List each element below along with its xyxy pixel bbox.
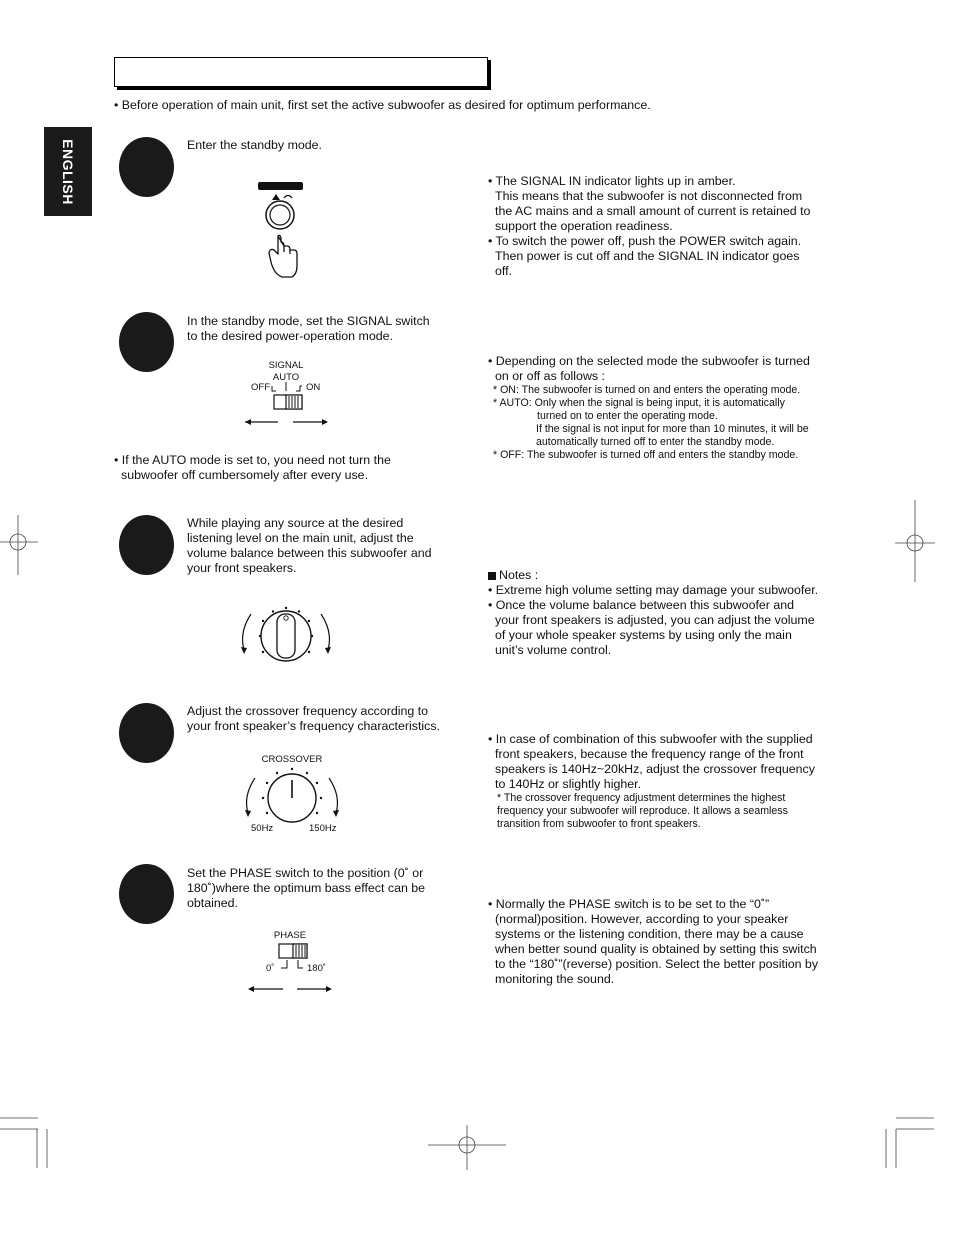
registration-mark-right <box>895 500 940 582</box>
step-2-mode-line: * AUTO: Only when the signal is being input, it is automatically <box>493 397 785 409</box>
step-3-note-line: of your whole speaker systems by using only the main <box>495 628 792 642</box>
step-2-note-line: • Depending on the selected mode the subwoofer is turned <box>488 354 810 368</box>
step-4-instruction <box>187 704 440 734</box>
step-2-auto-note <box>114 453 391 483</box>
step-1-note-line: This means that the subwoofer is not disconnected from <box>495 189 803 203</box>
step-3-note-line: unit’s volume control. <box>495 643 612 657</box>
crossover-title: CROSSOVER <box>261 754 323 765</box>
step-3-note-line: • Once the volume balance between this subwoofer and <box>488 598 795 612</box>
step-3-explanation <box>488 568 818 658</box>
step-1-note-line: • To switch the power off, push the POWER switch again. <box>488 234 802 248</box>
step-5-line: 180˚)where the optimum bass effect can be <box>187 881 426 895</box>
step-5-line: Set the PHASE switch to the position (0˚ or <box>187 866 424 880</box>
step-3-line: volume balance between this subwoofer and <box>187 546 432 560</box>
step-4-line: Adjust the crossover frequency according to <box>187 704 429 718</box>
intro-text: • Before operation of main unit, first set the active subwoofer as desired for optimum performance. <box>114 98 651 112</box>
step-2-mode-line: * OFF: The subwoofer is turned off and enters the standby mode. <box>493 449 799 461</box>
step-4-detail-line: frequency your subwoofer will reproduce. It allows a seamless <box>497 805 788 817</box>
step-5-note-line: monitoring the sound. <box>495 972 615 986</box>
step-3-note-line: your front speakers is adjusted, you can adjust the volume <box>495 613 815 627</box>
step-5-marker <box>119 864 174 924</box>
step-2-note-line: on or off as follows : <box>495 369 605 383</box>
step-2-instruction <box>187 314 430 344</box>
language-tab-label: ENGLISH <box>60 138 76 205</box>
step-4-detail-line: transition from subwoofer to front speakers. <box>497 818 701 830</box>
step-1-note-line: the AC mains and a small amount of current is retained to <box>495 204 811 218</box>
step-4-detail-line: * The crossover frequency adjustment determines the highest <box>497 792 786 804</box>
step-2-mode-line: If the signal is not input for more than 10 minutes, it will be <box>536 423 809 435</box>
crossover-knob-diagram <box>240 750 345 840</box>
step-4-note-line: to 140Hz or slightly higher. <box>495 777 642 791</box>
step-1-instruction <box>187 138 322 153</box>
step-2-auto-note-line: • If the AUTO mode is set to, you need not turn the <box>114 453 391 467</box>
step-5-explanation <box>488 897 818 987</box>
signal-switch-auto-label: AUTO <box>272 372 300 383</box>
step-1-note-line: • The SIGNAL IN indicator lights up in amber. <box>488 174 736 188</box>
signal-switch-off-label: OFF <box>251 382 270 393</box>
step-5-note-line: • Normally the PHASE switch is to be set to the “0˚” <box>488 897 770 911</box>
crop-mark-bottom-left <box>0 1112 50 1168</box>
phase-switch-title: PHASE <box>273 930 307 941</box>
step-2-line: to the desired power-operation mode. <box>187 329 393 343</box>
registration-mark-left <box>0 515 40 575</box>
phase-switch-diagram <box>245 928 337 998</box>
crossover-min-label: 50Hz <box>251 823 274 834</box>
step-3-note-line: • Extreme high volume setting may damage your subwoofer. <box>488 583 819 597</box>
step-2-mode-line: * ON: The subwoofer is turned on and enters the operating mode. <box>493 384 801 396</box>
crop-mark-bottom-right <box>884 1112 954 1168</box>
step-1-line: Enter the standby mode. <box>187 138 323 152</box>
volume-knob-diagram <box>236 602 336 672</box>
step-3-line: While playing any source at the desired <box>187 516 404 530</box>
signal-switch-title: SIGNAL <box>268 360 304 371</box>
step-1-note-line: support the operation readiness. <box>495 219 673 233</box>
step-2-mode-line: automatically turned off to enter the standby mode. <box>536 436 775 448</box>
step-4-note-line: front speakers, because the frequency range of the front <box>495 747 804 761</box>
step-4-note-line: speakers is 140Hz~20kHz, adjust the crossover frequency <box>495 762 815 776</box>
step-1-note-line: Then power is cut off and the SIGNAL IN indicator goes <box>495 249 800 263</box>
step-1-marker <box>119 137 174 197</box>
step-2-marker <box>119 312 174 372</box>
step-4-explanation <box>488 732 815 831</box>
step-5-note-line: to the “180˚”(reverse) position. Select the better position by <box>495 957 819 971</box>
step-5-note-line: (normal)position. However, according to your speaker <box>495 912 789 926</box>
phase-180-label: 180˚ <box>307 963 327 974</box>
step-5-note-line: when better sound quality is obtained by setting this switch <box>495 942 817 956</box>
phase-0-label: 0˚ <box>266 963 275 974</box>
step-1-note-line: off. <box>495 264 512 278</box>
step-4-line: your front speaker’s frequency characteristics. <box>187 719 440 733</box>
step-3-line: listening level on the main unit, adjust the <box>187 531 414 545</box>
step-2-explanation <box>488 354 810 462</box>
signal-switch-diagram <box>240 358 335 433</box>
step-2-line: In the standby mode, set the SIGNAL switch <box>187 314 430 328</box>
step-1-explanation <box>488 174 810 279</box>
registration-mark-bottom <box>428 1125 506 1170</box>
section-title-box <box>114 57 488 87</box>
step-3-marker <box>119 515 174 575</box>
step-3-instruction <box>187 516 432 576</box>
step-5-line: obtained. <box>187 896 238 910</box>
step-2-mode-line: turned on to enter the operating mode. <box>537 410 718 422</box>
crossover-max-label: 150Hz <box>309 823 337 834</box>
notes-square-icon <box>488 572 496 580</box>
step-4-marker <box>119 703 174 763</box>
step-5-instruction <box>187 866 425 911</box>
step-2-auto-note-line: subwoofer off cumbersomely after every use. <box>121 468 369 482</box>
step-4-note-line: • In case of combination of this subwoofer with the supplied <box>488 732 813 746</box>
step-3-line: your front speakers. <box>187 561 297 575</box>
language-tab <box>44 127 92 216</box>
step-5-note-line: systems or the listening condition, there may be a cause <box>495 927 804 941</box>
power-button-diagram <box>250 178 310 283</box>
signal-switch-on-label: ON <box>306 382 321 393</box>
notes-heading-text: Notes : <box>499 568 539 582</box>
notes-heading <box>488 568 818 583</box>
